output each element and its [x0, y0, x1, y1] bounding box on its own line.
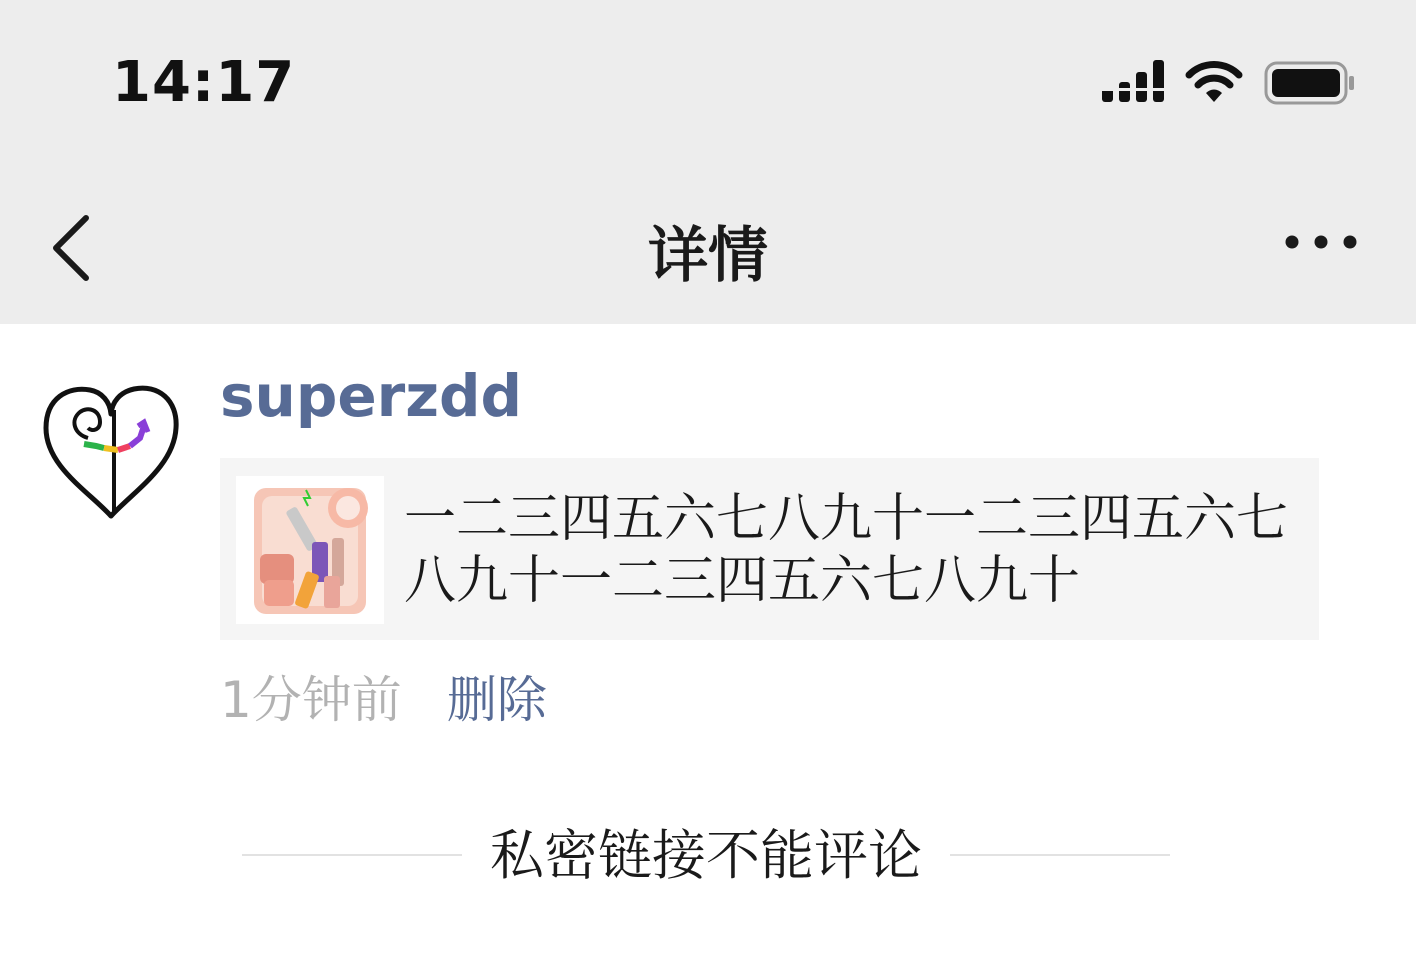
post-detail — [0, 324, 1416, 976]
comment-disabled-notice — [242, 820, 1170, 892]
link-card-text: 一二三四五六七八九十一二三四五六七八九十一二三四五六七八九十 — [404, 489, 1289, 611]
nav-bar — [0, 162, 1416, 324]
signal-icon — [1102, 58, 1168, 106]
wifi-icon — [1184, 58, 1244, 106]
delete-button[interactable]: 删除 — [446, 671, 547, 729]
username-link[interactable]: superzdd — [220, 362, 523, 430]
link-card[interactable] — [220, 458, 1319, 640]
status-bar — [0, 0, 1416, 162]
more-button[interactable] — [1284, 222, 1358, 262]
avatar[interactable] — [38, 376, 184, 522]
status-time: 14:17 — [112, 50, 296, 115]
divider-right — [950, 854, 1170, 856]
post-meta — [220, 660, 547, 729]
cosmetics-thumbnail-image — [236, 476, 384, 624]
page-title: 详情 — [648, 221, 768, 291]
post-timestamp: 1分钟前 — [220, 671, 402, 729]
battery-icon — [1264, 60, 1356, 106]
comment-notice-text: 私密链接不能评论 — [490, 824, 922, 887]
